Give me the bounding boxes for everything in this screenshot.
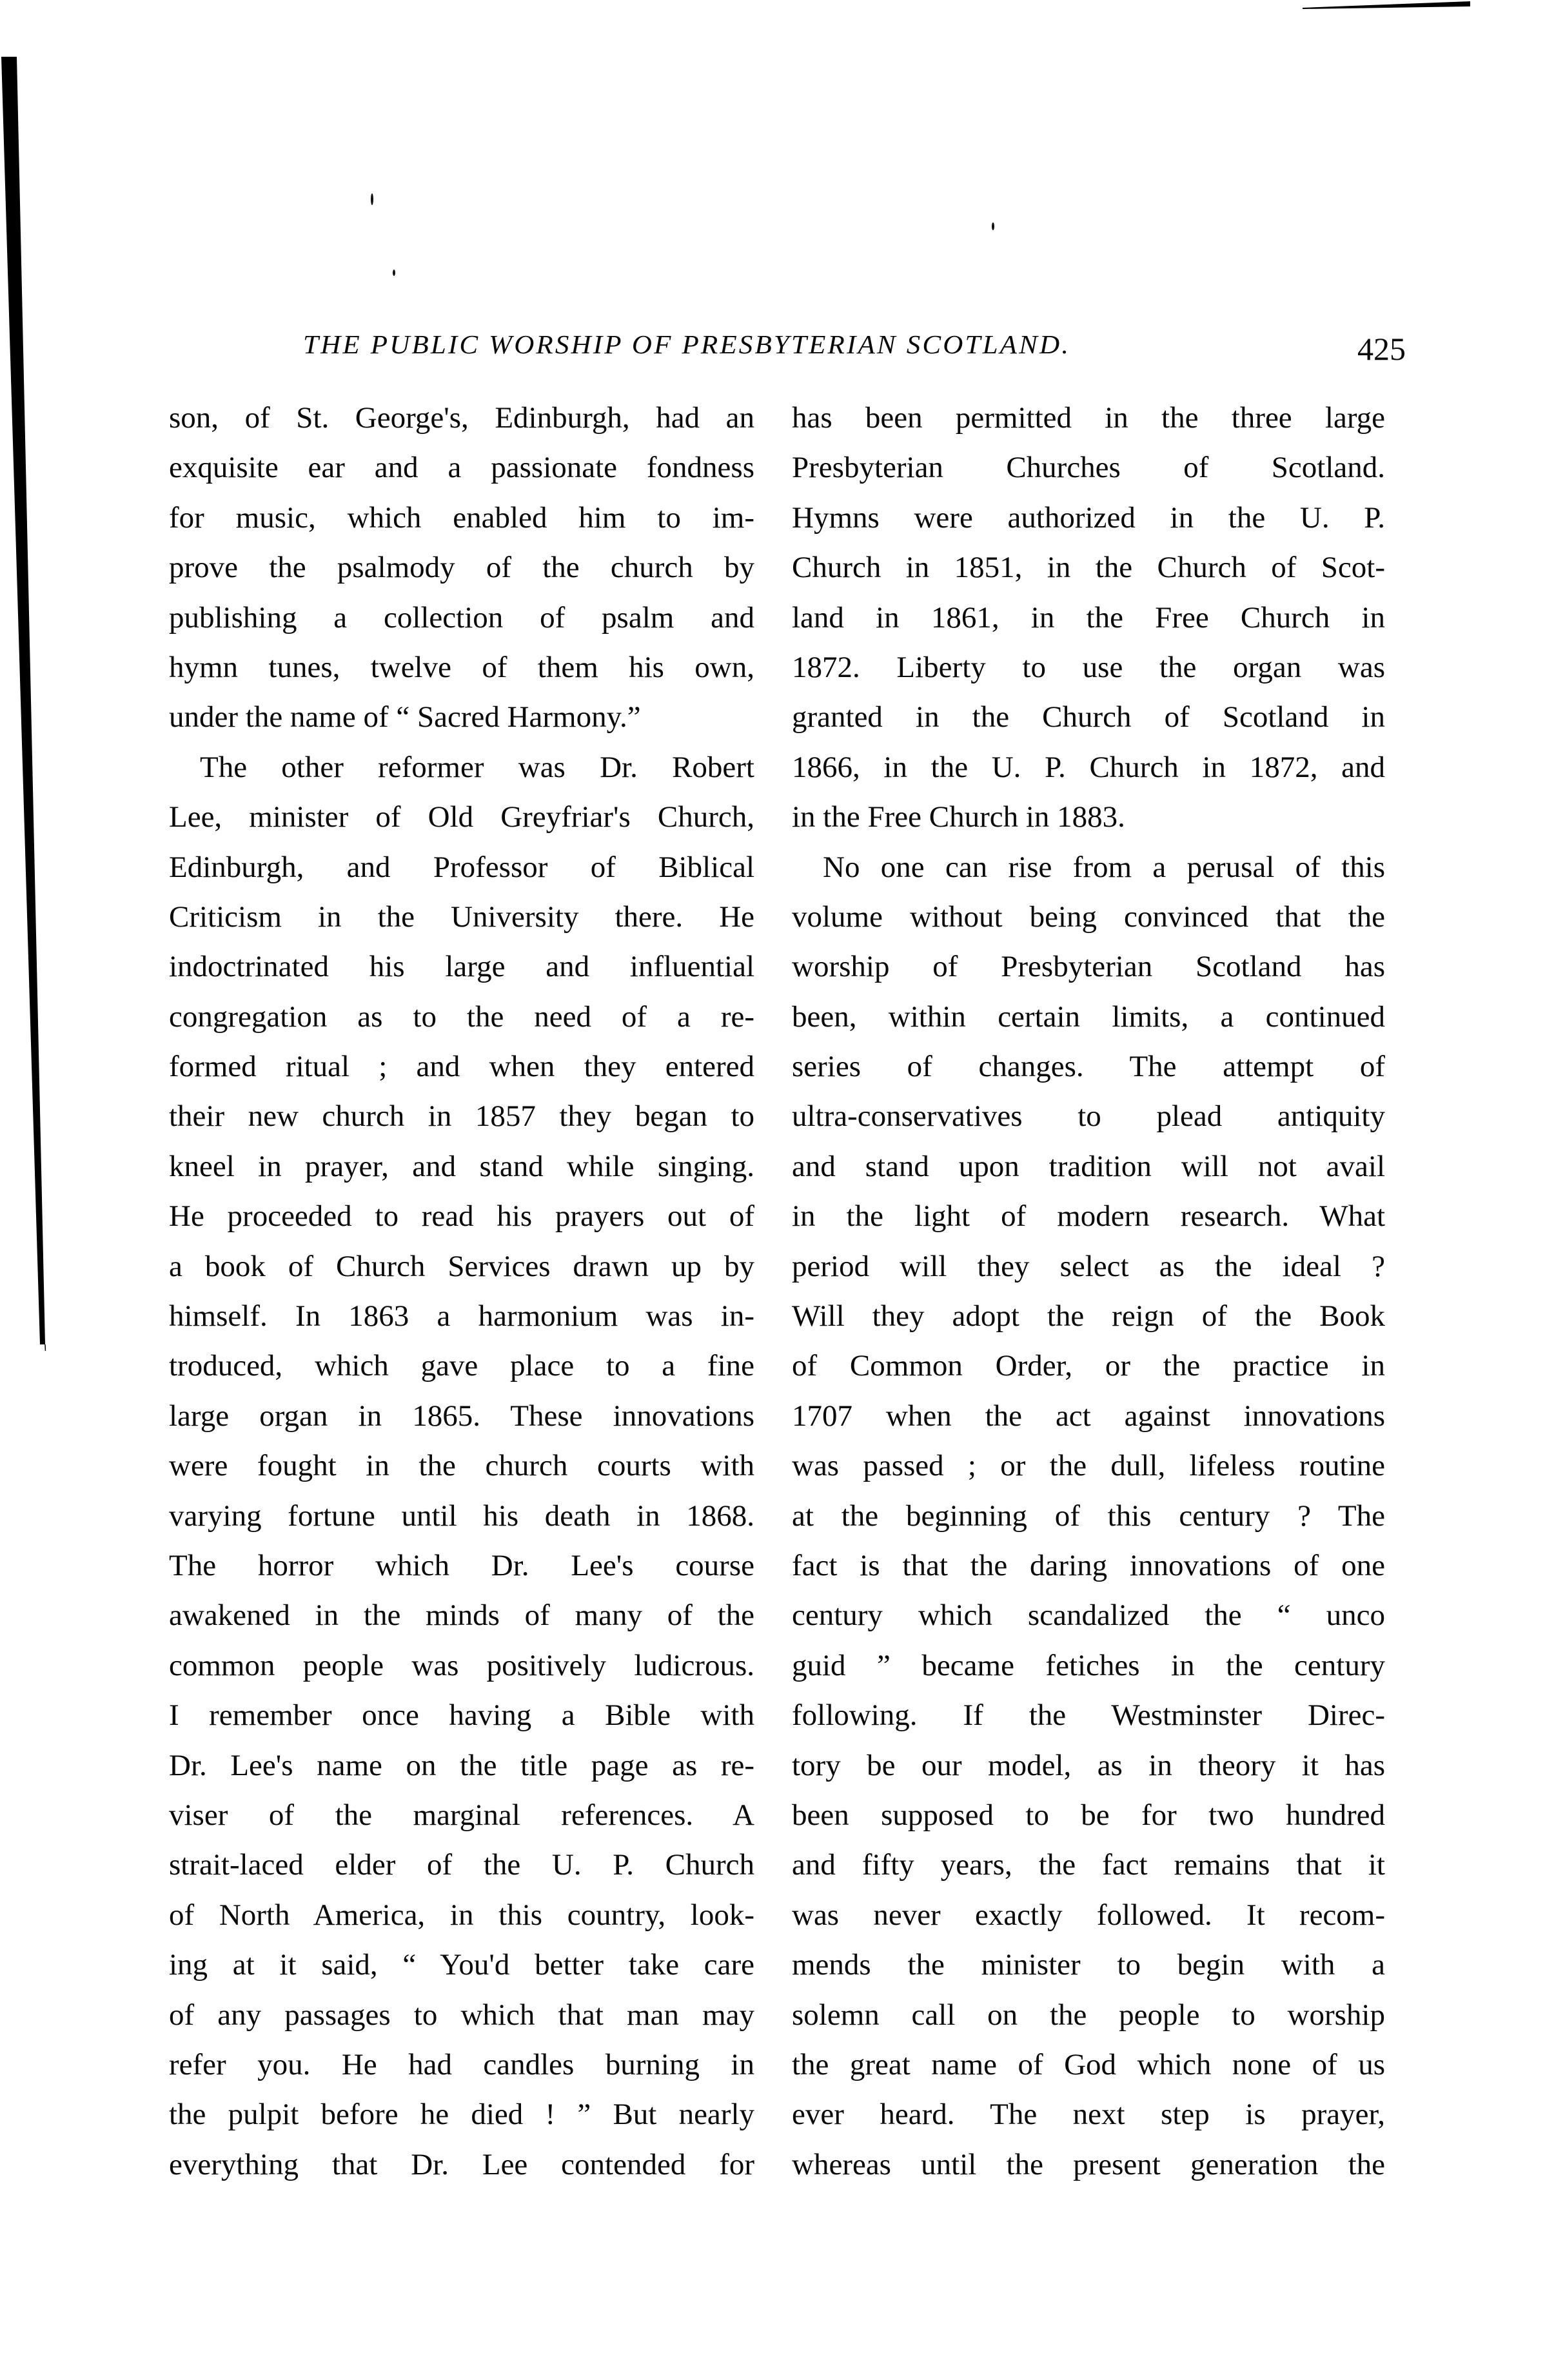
scan-speck: [371, 193, 373, 205]
text-line: ever heard. The next step is prayer,: [792, 2098, 1385, 2132]
text-line: common people was positively ludicrous.: [169, 1648, 754, 1682]
text-line: volume without being convinced that the: [792, 900, 1385, 934]
text-line: viser of the marginal references. A: [169, 1798, 754, 1832]
text-line: and stand upon tradition will not avail: [792, 1149, 1385, 1183]
text-line: and fifty years, the fact remains that it: [792, 1848, 1385, 1882]
text-line: prove the psalmody of the church by: [169, 551, 754, 585]
text-line: No one can rise from a perusal of this: [823, 850, 1385, 884]
page-number: 425: [1357, 331, 1406, 367]
text-line: varying fortune until his death in 1868.: [169, 1499, 754, 1533]
text-line: solemn call on the people to worship: [792, 1998, 1385, 2032]
text-line: indoctrinated his large and influential: [169, 950, 754, 984]
text-line: I remember once having a Bible with: [169, 1698, 754, 1733]
text-line: hymn tunes, twelve of them his own,: [169, 650, 754, 684]
text-line: Presbyterian Churches of Scotland.: [792, 451, 1385, 485]
text-line: ultra-conservatives to plead antiquity: [792, 1099, 1385, 1134]
text-line: 1866, in the U. P. Church in 1872, and: [792, 750, 1385, 784]
text-line: Church in 1851, in the Church of Scot-: [792, 551, 1385, 585]
text-line: at the beginning of this century ? The: [792, 1499, 1385, 1533]
text-column-left: [169, 393, 754, 2190]
text-line: publishing a collection of psalm and: [169, 600, 754, 634]
text-line: the pulpit before he died ! ” But nearly: [169, 2098, 754, 2132]
text-line: series of changes. The attempt of: [792, 1050, 1385, 1084]
text-line: for music, which enabled him to im-: [169, 500, 754, 535]
text-line: the great name of God which none of us: [792, 2047, 1385, 2081]
text-column-right: [792, 393, 1385, 2190]
running-header-title: THE PUBLIC WORSHIP OF PRESBYTERIAN SCOTLAND.: [303, 329, 1071, 359]
text-line: The horror which Dr. Lee's course: [169, 1548, 754, 1582]
text-line: 1707 when the act against innovations: [792, 1399, 1385, 1433]
text-line: in the light of modern research. What: [792, 1199, 1385, 1234]
text-line: century which scandalized the “ unco: [792, 1598, 1385, 1633]
text-line: been supposed to be for two hundred: [792, 1798, 1385, 1832]
text-line: mends the minister to begin with a: [792, 1948, 1385, 1982]
scan-speck: [393, 270, 395, 276]
scan-edge-shadow: [0, 0, 52, 1354]
text-line: was never exactly followed. It recom-: [792, 1898, 1385, 1932]
text-line: Hymns were authorized in the U. P.: [792, 500, 1385, 535]
text-line: 1872. Liberty to use the organ was: [792, 650, 1385, 684]
text-line: kneel in prayer, and stand while singing.: [169, 1149, 754, 1183]
text-line: of any passages to which that man may: [169, 1998, 754, 2032]
text-line: large organ in 1865. These innovations: [169, 1399, 754, 1433]
text-line: Lee, minister of Old Greyfriar's Church,: [169, 800, 754, 834]
text-line: himself. In 1863 a harmonium was in-: [169, 1299, 754, 1333]
text-line: following. If the Westminster Direc-: [792, 1698, 1385, 1733]
text-line: refer you. He had candles burning in: [169, 2047, 754, 2081]
text-line: Dr. Lee's name on the title page as re-: [169, 1748, 754, 1782]
text-line: period will they select as the ideal ?: [792, 1249, 1385, 1283]
text-line: everything that Dr. Lee contended for: [169, 2147, 754, 2181]
text-line: He proceeded to read his prayers out of: [169, 1199, 754, 1234]
text-line: was passed ; or the dull, lifeless routine: [792, 1449, 1385, 1483]
text-line: formed ritual ; and when they entered: [169, 1050, 754, 1084]
text-line: under the name of “ Sacred Harmony.”: [169, 700, 641, 734]
text-line: congregation as to the need of a re-: [169, 999, 754, 1034]
text-line: strait-laced elder of the U. P. Church: [169, 1848, 754, 1882]
text-line: son, of St. George's, Edinburgh, had an: [169, 401, 754, 435]
text-line: Edinburgh, and Professor of Biblical: [169, 850, 754, 884]
text-line: Will they adopt the reign of the Book: [792, 1299, 1385, 1333]
text-line: were fought in the church courts with: [169, 1449, 754, 1483]
text-line: troduced, which gave place to a fine: [169, 1349, 754, 1383]
text-line: of North America, in this country, look-: [169, 1898, 754, 1932]
text-line: fact is that the daring innovations of one: [792, 1548, 1385, 1582]
text-line: exquisite ear and a passionate fondness: [169, 451, 754, 485]
scan-speck: [992, 222, 994, 230]
text-line: in the Free Church in 1883.: [792, 800, 1125, 834]
text-line: a book of Church Services drawn up by: [169, 1249, 754, 1283]
text-line: has been permitted in the three large: [792, 401, 1385, 435]
text-line: tory be our model, as in theory it has: [792, 1748, 1385, 1782]
text-line: The other reformer was Dr. Robert: [200, 750, 754, 784]
text-line: worship of Presbyterian Scotland has: [792, 950, 1385, 984]
text-line: been, within certain limits, a continued: [792, 999, 1385, 1034]
text-line: of Common Order, or the practice in: [792, 1349, 1385, 1383]
text-line: land in 1861, in the Free Church in: [792, 600, 1385, 634]
running-header: [303, 329, 1412, 374]
text-line: Criticism in the University there. He: [169, 900, 754, 934]
text-line: awakened in the minds of many of the: [169, 1598, 754, 1633]
scan-edge-top-line: [1296, 0, 1483, 13]
text-line: ing at it said, “ You'd better take care: [169, 1948, 754, 1982]
text-line: granted in the Church of Scotland in: [792, 700, 1385, 734]
text-line: whereas until the present generation the: [792, 2147, 1385, 2181]
text-line: their new church in 1857 they began to: [169, 1099, 754, 1134]
text-line: guid ” became fetiches in the century: [792, 1648, 1385, 1682]
